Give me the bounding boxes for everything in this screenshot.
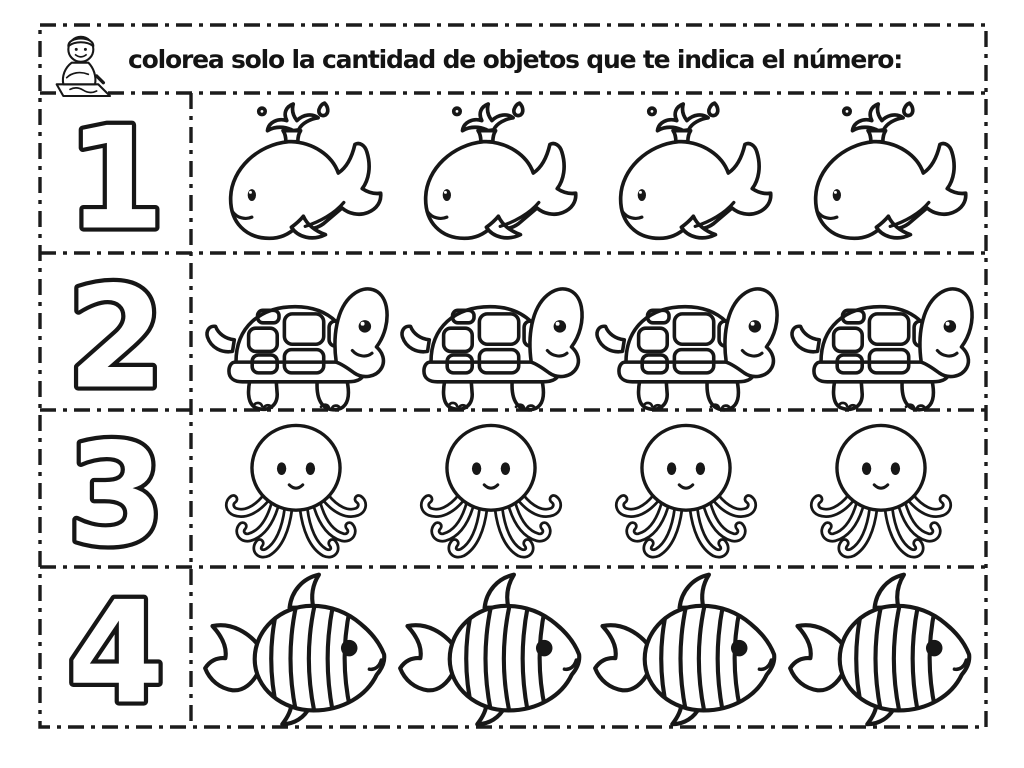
number-cell-2 (40, 253, 191, 420)
fish-icon (394, 571, 588, 727)
bubble-number-4: 4 (66, 571, 165, 736)
fish-icon (784, 571, 978, 727)
number-cell-1 (40, 93, 191, 262)
bubble-number-2: 2 (66, 255, 165, 420)
bubble-number-3: 3 (66, 412, 165, 577)
fish-icon (199, 571, 393, 727)
turtle-icon (200, 262, 392, 414)
number-cell-3 (40, 410, 191, 577)
octopus-icon (224, 414, 368, 564)
turtle-icon (785, 262, 977, 414)
worksheet-title: colorea solo la cantidad de objetos que te indica el número: (128, 44, 902, 74)
worksheet-header (40, 25, 986, 93)
number-cell-4 (40, 567, 191, 736)
row-fishs (40, 567, 986, 736)
turtle-icon (590, 262, 782, 414)
turtle-group (191, 253, 986, 410)
fish-icon (589, 571, 783, 727)
whale-group (191, 93, 986, 253)
octopus-icon (419, 414, 563, 564)
turtle-icon (395, 262, 587, 414)
whale-icon (789, 99, 973, 247)
row-whales (40, 93, 986, 262)
octopus-icon (614, 414, 758, 564)
octopus-icon (809, 414, 953, 564)
fish-group (191, 567, 986, 727)
octopus-group (191, 410, 986, 567)
child-coloring-icon (50, 30, 120, 102)
bubble-number-1: 1 (66, 97, 165, 262)
whale-icon (204, 99, 388, 247)
row-turtles (40, 253, 986, 420)
row-octopuss (40, 410, 986, 577)
whale-icon (594, 99, 778, 247)
whale-icon (399, 99, 583, 247)
